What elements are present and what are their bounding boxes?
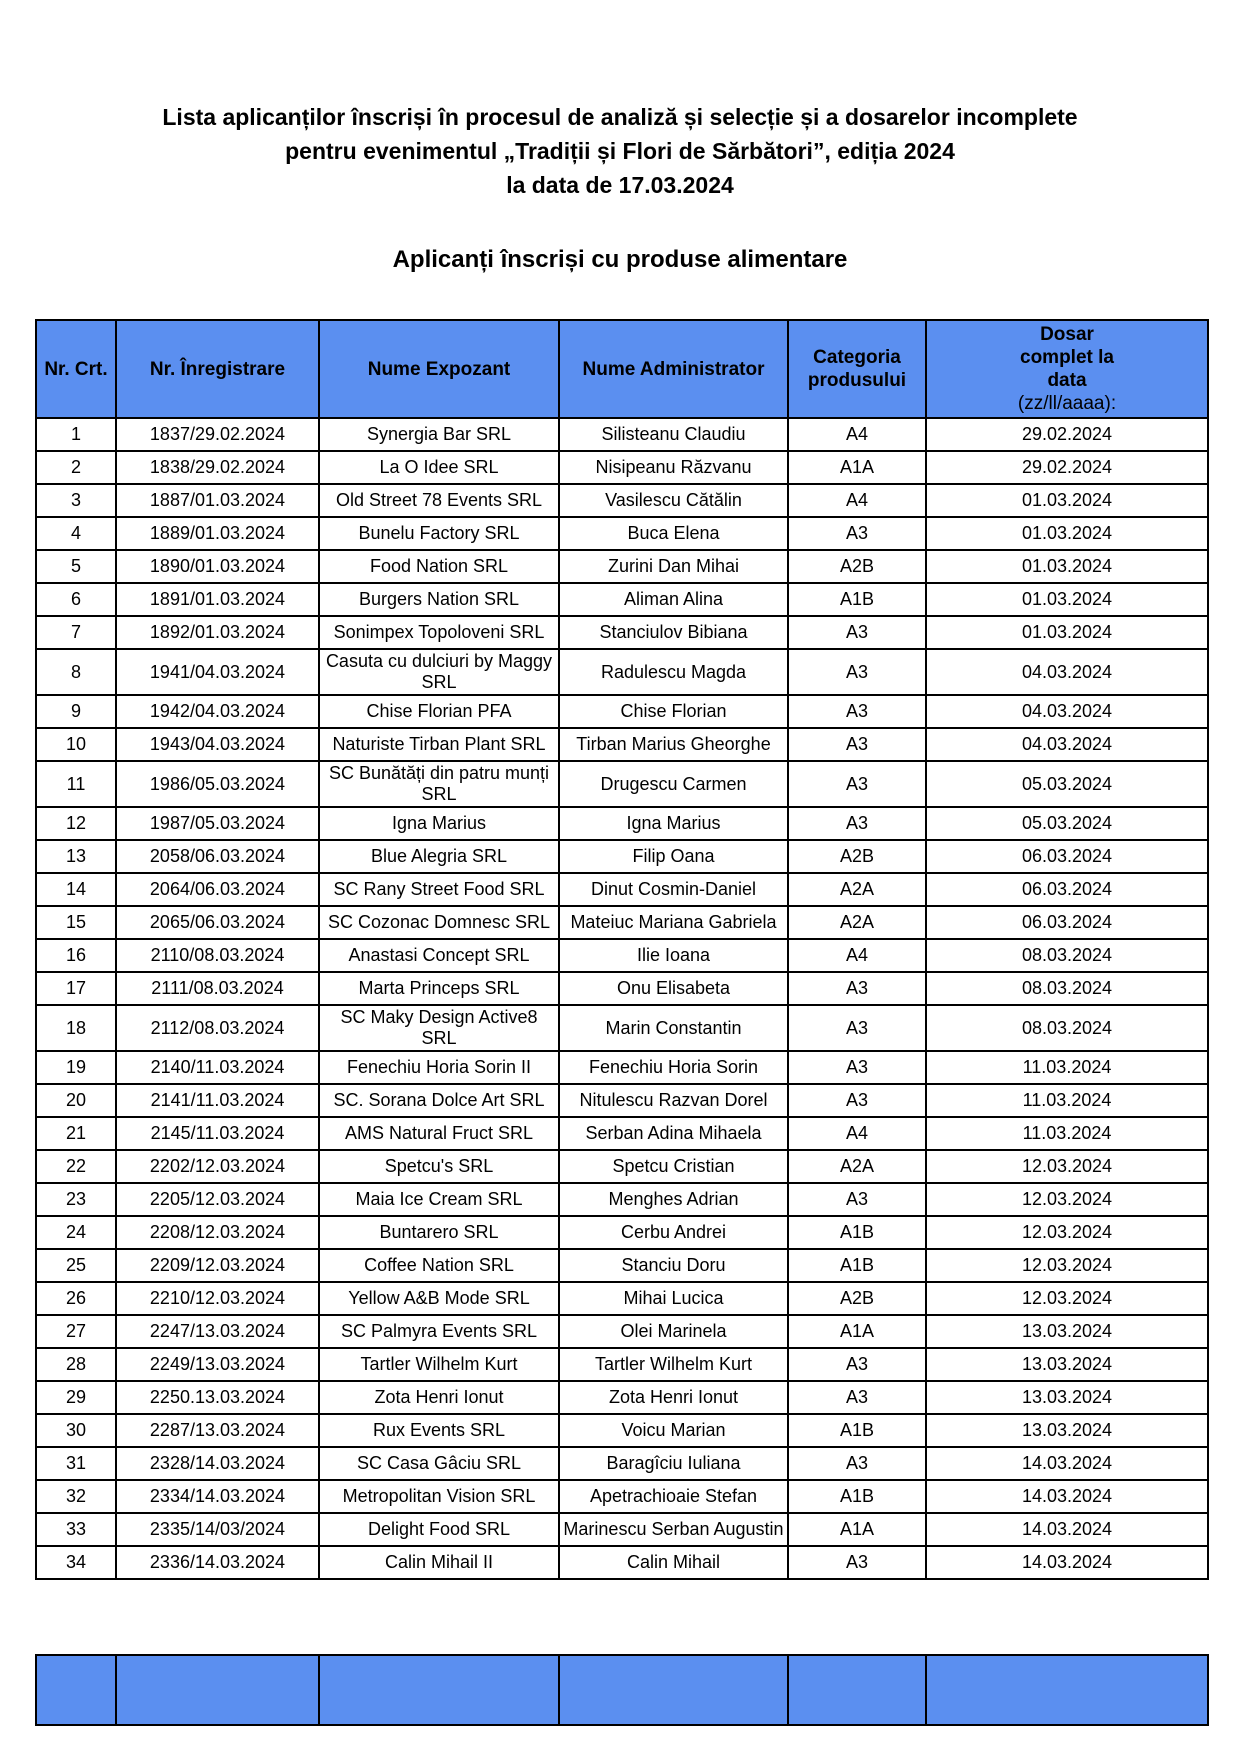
cell-expozant: Coffee Nation SRL [319, 1249, 559, 1282]
cell-expozant: Rux Events SRL [319, 1414, 559, 1447]
cell-nr: 5 [36, 550, 116, 583]
cell-expozant: Chise Florian PFA [319, 695, 559, 728]
cell-categoria: A3 [788, 649, 926, 695]
table-row [36, 1216, 1208, 1249]
table-body [36, 418, 1208, 1579]
cell-expozant: Bunelu Factory SRL [319, 517, 559, 550]
cell-dosar: 08.03.2024 [926, 972, 1208, 1005]
cell-expozant: Old Street 78 Events SRL [319, 484, 559, 517]
cell-administrator: Mihai Lucica [559, 1282, 788, 1315]
cell-administrator: Apetrachioaie Stefan [559, 1480, 788, 1513]
cell-administrator: Marin Constantin [559, 1005, 788, 1051]
cell-inregistrare: 2112/08.03.2024 [116, 1005, 319, 1051]
cell-nr: 31 [36, 1447, 116, 1480]
table-row [36, 616, 1208, 649]
table-row [36, 1282, 1208, 1315]
cell-administrator: Voicu Marian [559, 1414, 788, 1447]
table-row [36, 1513, 1208, 1546]
cell-categoria: A4 [788, 1117, 926, 1150]
cell-dosar: 12.03.2024 [926, 1249, 1208, 1282]
cell-dosar: 11.03.2024 [926, 1051, 1208, 1084]
cell-dosar: 08.03.2024 [926, 939, 1208, 972]
cell-inregistrare: 2110/08.03.2024 [116, 939, 319, 972]
cell-nr: 12 [36, 807, 116, 840]
cell-inregistrare: 2205/12.03.2024 [116, 1183, 319, 1216]
col-header-nume-expozant: Nume Expozant [319, 320, 559, 418]
cell-administrator: Radulescu Magda [559, 649, 788, 695]
cell-inregistrare: 2335/14/03/2024 [116, 1513, 319, 1546]
cell-categoria: A3 [788, 1546, 926, 1579]
cell-categoria: A3 [788, 728, 926, 761]
cell-nr: 24 [36, 1216, 116, 1249]
cell-inregistrare: 2202/12.03.2024 [116, 1150, 319, 1183]
cell-expozant: Metropolitan Vision SRL [319, 1480, 559, 1513]
table-row [36, 484, 1208, 517]
cell-inregistrare: 1943/04.03.2024 [116, 728, 319, 761]
cell-inregistrare: 1942/04.03.2024 [116, 695, 319, 728]
cell-nr: 25 [36, 1249, 116, 1282]
cell-nr: 29 [36, 1381, 116, 1414]
section-subtitle: Aplicanți înscriși cu produse alimentare [392, 246, 848, 273]
cell-inregistrare: 2145/11.03.2024 [116, 1117, 319, 1150]
cell-nr: 9 [36, 695, 116, 728]
cell-dosar: 08.03.2024 [926, 1005, 1208, 1051]
cell-nr: 18 [36, 1005, 116, 1051]
cell-inregistrare: 2250.13.03.2024 [116, 1381, 319, 1414]
cell-nr: 14 [36, 873, 116, 906]
cell-administrator: Igna Marius [559, 807, 788, 840]
cell-categoria: A1B [788, 1480, 926, 1513]
cell-inregistrare: 1890/01.03.2024 [116, 550, 319, 583]
cell-dosar: 04.03.2024 [926, 695, 1208, 728]
cell-categoria: A1B [788, 1249, 926, 1282]
cell-dosar: 01.03.2024 [926, 583, 1208, 616]
table-row [36, 761, 1208, 807]
cell-categoria: A1B [788, 1414, 926, 1447]
cell-inregistrare: 2140/11.03.2024 [116, 1051, 319, 1084]
cell-categoria: A3 [788, 695, 926, 728]
table-row [36, 1183, 1208, 1216]
cell-expozant: Blue Alegria SRL [319, 840, 559, 873]
cell-categoria: A1A [788, 1513, 926, 1546]
cell-administrator: Aliman Alina [559, 583, 788, 616]
cell-dosar: 05.03.2024 [926, 807, 1208, 840]
cell-expozant: SC Rany Street Food SRL [319, 873, 559, 906]
cell-categoria: A3 [788, 616, 926, 649]
cell-dosar: 05.03.2024 [926, 761, 1208, 807]
cell-nr: 22 [36, 1150, 116, 1183]
page-title-line-3: la data de 17.03.2024 [506, 172, 734, 198]
cell-nr: 7 [36, 616, 116, 649]
table-row [36, 728, 1208, 761]
cell-nr: 27 [36, 1315, 116, 1348]
dosar-header-line-1: Dosar [1040, 324, 1094, 345]
col-header-nume-administrator: Nume Administrator [559, 320, 788, 418]
next-strip-cell [788, 1655, 926, 1725]
cell-expozant: Marta Princeps SRL [319, 972, 559, 1005]
cell-expozant: Calin Mihail II [319, 1546, 559, 1579]
cell-administrator: Tartler Wilhelm Kurt [559, 1348, 788, 1381]
cell-administrator: Fenechiu Horia Sorin [559, 1051, 788, 1084]
cell-administrator: Nisipeanu Răzvanu [559, 451, 788, 484]
cell-dosar: 04.03.2024 [926, 728, 1208, 761]
cell-nr: 17 [36, 972, 116, 1005]
cell-nr: 26 [36, 1282, 116, 1315]
cell-dosar: 11.03.2024 [926, 1117, 1208, 1150]
page-title [0, 0, 1240, 202]
cell-expozant: Zota Henri Ionut [319, 1381, 559, 1414]
cell-administrator: Chise Florian [559, 695, 788, 728]
cell-categoria: A2A [788, 873, 926, 906]
table-row [36, 451, 1208, 484]
cell-inregistrare: 2287/13.03.2024 [116, 1414, 319, 1447]
cell-dosar: 01.03.2024 [926, 616, 1208, 649]
cell-nr: 20 [36, 1084, 116, 1117]
table-row [36, 1480, 1208, 1513]
cell-expozant: Anastasi Concept SRL [319, 939, 559, 972]
cell-nr: 21 [36, 1117, 116, 1150]
cell-nr: 3 [36, 484, 116, 517]
cell-administrator: Stanciulov Bibiana [559, 616, 788, 649]
cell-nr: 2 [36, 451, 116, 484]
cell-expozant: Burgers Nation SRL [319, 583, 559, 616]
next-table-header-strip [35, 1654, 1209, 1726]
cell-expozant: Casuta cu dulciuri by Maggy SRL [319, 649, 559, 695]
cell-dosar: 29.02.2024 [926, 451, 1208, 484]
page-title-line-1: Lista aplicanților înscriși în procesul de analiză și selecție și a dosarelor incomplete [162, 104, 1078, 130]
cell-administrator: Buca Elena [559, 517, 788, 550]
next-strip-cell [559, 1655, 788, 1725]
cell-nr: 6 [36, 583, 116, 616]
cell-expozant: Igna Marius [319, 807, 559, 840]
cell-inregistrare: 1986/05.03.2024 [116, 761, 319, 807]
cell-inregistrare: 2210/12.03.2024 [116, 1282, 319, 1315]
cell-categoria: A1A [788, 451, 926, 484]
cell-categoria: A1B [788, 1216, 926, 1249]
cell-categoria: A2A [788, 1150, 926, 1183]
cell-nr: 4 [36, 517, 116, 550]
cell-administrator: Silisteanu Claudiu [559, 418, 788, 451]
cell-expozant: SC Casa Gâciu SRL [319, 1447, 559, 1480]
cell-categoria: A3 [788, 517, 926, 550]
cell-expozant: Tartler Wilhelm Kurt [319, 1348, 559, 1381]
cell-expozant: Maia Ice Cream SRL [319, 1183, 559, 1216]
col-header-dosar-complet [926, 320, 1208, 418]
cell-dosar: 13.03.2024 [926, 1348, 1208, 1381]
table-row [36, 840, 1208, 873]
cell-expozant: Sonimpex Topoloveni SRL [319, 616, 559, 649]
cell-administrator: Zota Henri Ionut [559, 1381, 788, 1414]
table-row [36, 807, 1208, 840]
cell-categoria: A3 [788, 1051, 926, 1084]
table-row [36, 517, 1208, 550]
cell-dosar: 13.03.2024 [926, 1381, 1208, 1414]
cell-inregistrare: 1889/01.03.2024 [116, 517, 319, 550]
cell-categoria: A4 [788, 484, 926, 517]
cell-categoria: A1B [788, 583, 926, 616]
cell-administrator: Vasilescu Cătălin [559, 484, 788, 517]
next-strip-cell [319, 1655, 559, 1725]
cell-administrator: Serban Adina Mihaela [559, 1117, 788, 1150]
cell-dosar: 14.03.2024 [926, 1513, 1208, 1546]
applicants-table [35, 319, 1209, 1580]
cell-dosar: 14.03.2024 [926, 1447, 1208, 1480]
cell-categoria: A3 [788, 1447, 926, 1480]
cell-categoria: A3 [788, 807, 926, 840]
table-row [36, 873, 1208, 906]
table-row [36, 906, 1208, 939]
cell-expozant: Fenechiu Horia Sorin II [319, 1051, 559, 1084]
cell-nr: 32 [36, 1480, 116, 1513]
cell-dosar: 12.03.2024 [926, 1150, 1208, 1183]
cell-inregistrare: 2141/11.03.2024 [116, 1084, 319, 1117]
cell-dosar: 01.03.2024 [926, 484, 1208, 517]
table-row [36, 418, 1208, 451]
cell-nr: 15 [36, 906, 116, 939]
table-row [36, 1005, 1208, 1051]
cell-inregistrare: 1941/04.03.2024 [116, 649, 319, 695]
cell-nr: 30 [36, 1414, 116, 1447]
next-strip-cell [116, 1655, 319, 1725]
cell-categoria: A3 [788, 972, 926, 1005]
cell-expozant: Delight Food SRL [319, 1513, 559, 1546]
cell-categoria: A3 [788, 1348, 926, 1381]
cell-dosar: 12.03.2024 [926, 1216, 1208, 1249]
table-row [36, 1249, 1208, 1282]
cell-categoria: A4 [788, 418, 926, 451]
cell-nr: 1 [36, 418, 116, 451]
cell-categoria: A3 [788, 1183, 926, 1216]
table-row [36, 972, 1208, 1005]
cell-categoria: A2B [788, 1282, 926, 1315]
table-row [36, 1117, 1208, 1150]
cell-inregistrare: 2064/06.03.2024 [116, 873, 319, 906]
cell-categoria: A3 [788, 1084, 926, 1117]
col-header-nr-crt: Nr. Crt. [36, 320, 116, 418]
cell-categoria: A4 [788, 939, 926, 972]
cell-dosar: 29.02.2024 [926, 418, 1208, 451]
table-row [36, 1546, 1208, 1579]
next-strip-cell [36, 1655, 116, 1725]
cell-expozant: Buntarero SRL [319, 1216, 559, 1249]
cell-nr: 28 [36, 1348, 116, 1381]
cell-nr: 33 [36, 1513, 116, 1546]
dosar-header-line-3: data [1047, 370, 1087, 391]
cell-inregistrare: 1838/29.02.2024 [116, 451, 319, 484]
cell-administrator: Tirban Marius Gheorghe [559, 728, 788, 761]
cell-dosar: 06.03.2024 [926, 840, 1208, 873]
table-header-row [36, 320, 1208, 418]
cell-administrator: Dinut Cosmin-Daniel [559, 873, 788, 906]
cell-dosar: 11.03.2024 [926, 1084, 1208, 1117]
cell-inregistrare: 1837/29.02.2024 [116, 418, 319, 451]
cell-inregistrare: 1887/01.03.2024 [116, 484, 319, 517]
cell-administrator: Stanciu Doru [559, 1249, 788, 1282]
cell-inregistrare: 2336/14.03.2024 [116, 1546, 319, 1579]
cell-dosar: 12.03.2024 [926, 1282, 1208, 1315]
cell-expozant: Yellow A&B Mode SRL [319, 1282, 559, 1315]
cell-categoria: A3 [788, 1381, 926, 1414]
cell-administrator: Drugescu Carmen [559, 761, 788, 807]
table-row [36, 1447, 1208, 1480]
cell-expozant: SC. Sorana Dolce Art SRL [319, 1084, 559, 1117]
cell-administrator: Spetcu Cristian [559, 1150, 788, 1183]
cell-expozant: SC Cozonac Domnesc SRL [319, 906, 559, 939]
cell-inregistrare: 1987/05.03.2024 [116, 807, 319, 840]
cell-inregistrare: 2208/12.03.2024 [116, 1216, 319, 1249]
table-row [36, 1381, 1208, 1414]
next-strip-cell [926, 1655, 1208, 1725]
cell-categoria: A1A [788, 1315, 926, 1348]
cell-dosar: 06.03.2024 [926, 906, 1208, 939]
cell-inregistrare: 2065/06.03.2024 [116, 906, 319, 939]
cell-dosar: 14.03.2024 [926, 1546, 1208, 1579]
cell-dosar: 13.03.2024 [926, 1315, 1208, 1348]
table-row [36, 1414, 1208, 1447]
cell-categoria: A2B [788, 840, 926, 873]
cell-nr: 8 [36, 649, 116, 695]
table-row [36, 649, 1208, 695]
cell-administrator: Zurini Dan Mihai [559, 550, 788, 583]
cell-inregistrare: 2209/12.03.2024 [116, 1249, 319, 1282]
cell-nr: 34 [36, 1546, 116, 1579]
cell-expozant: SC Maky Design Active8 SRL [319, 1005, 559, 1051]
table-row [36, 1084, 1208, 1117]
cell-inregistrare: 2249/13.03.2024 [116, 1348, 319, 1381]
cell-dosar: 06.03.2024 [926, 873, 1208, 906]
cell-dosar: 01.03.2024 [926, 550, 1208, 583]
table-row [36, 550, 1208, 583]
cell-expozant: La O Idee SRL [319, 451, 559, 484]
cell-inregistrare: 2334/14.03.2024 [116, 1480, 319, 1513]
cell-administrator: Menghes Adrian [559, 1183, 788, 1216]
cell-categoria: A2A [788, 906, 926, 939]
cell-administrator: Filip Oana [559, 840, 788, 873]
dosar-header-format-hint: (zz/ll/aaaa): [1017, 393, 1117, 414]
cell-inregistrare: 2058/06.03.2024 [116, 840, 319, 873]
cell-administrator: Baragîciu Iuliana [559, 1447, 788, 1480]
col-header-nr-inregistrare: Nr. Înregistrare [116, 320, 319, 418]
cell-administrator: Cerbu Andrei [559, 1216, 788, 1249]
cell-administrator: Onu Elisabeta [559, 972, 788, 1005]
cell-administrator: Nitulescu Razvan Dorel [559, 1084, 788, 1117]
cell-nr: 13 [36, 840, 116, 873]
cell-expozant: Spetcu's SRL [319, 1150, 559, 1183]
table-row [36, 583, 1208, 616]
cell-administrator: Olei Marinela [559, 1315, 788, 1348]
cell-administrator: Ilie Ioana [559, 939, 788, 972]
cell-nr: 11 [36, 761, 116, 807]
cell-expozant: Naturiste Tirban Plant SRL [319, 728, 559, 761]
cell-categoria: A3 [788, 761, 926, 807]
next-table-header-row [36, 1655, 1208, 1725]
cell-categoria: A3 [788, 1005, 926, 1051]
cell-inregistrare: 2247/13.03.2024 [116, 1315, 319, 1348]
table-row [36, 1051, 1208, 1084]
cell-dosar: 04.03.2024 [926, 649, 1208, 695]
cell-administrator: Marinescu Serban Augustin [559, 1513, 788, 1546]
cell-inregistrare: 2111/08.03.2024 [116, 972, 319, 1005]
table-row [36, 695, 1208, 728]
cell-administrator: Calin Mihail [559, 1546, 788, 1579]
cell-inregistrare: 1892/01.03.2024 [116, 616, 319, 649]
cell-inregistrare: 1891/01.03.2024 [116, 583, 319, 616]
cell-dosar: 01.03.2024 [926, 517, 1208, 550]
table-row [36, 1315, 1208, 1348]
table-header [36, 320, 1208, 418]
cell-administrator: Mateiuc Mariana Gabriela [559, 906, 788, 939]
cell-nr: 16 [36, 939, 116, 972]
cell-expozant: SC Bunătăți din patru munți SRL [319, 761, 559, 807]
cell-expozant: SC Palmyra Events SRL [319, 1315, 559, 1348]
cell-dosar: 13.03.2024 [926, 1414, 1208, 1447]
cell-nr: 23 [36, 1183, 116, 1216]
table-row [36, 1150, 1208, 1183]
cell-dosar: 14.03.2024 [926, 1480, 1208, 1513]
cell-nr: 19 [36, 1051, 116, 1084]
cell-inregistrare: 2328/14.03.2024 [116, 1447, 319, 1480]
table-row [36, 939, 1208, 972]
cell-dosar: 12.03.2024 [926, 1183, 1208, 1216]
page-title-line-2: pentru evenimentul „Tradiții și Flori de Sărbători”, ediția 2024 [285, 138, 955, 164]
cell-expozant: AMS Natural Fruct SRL [319, 1117, 559, 1150]
dosar-header-line-2: complet la [1020, 347, 1114, 368]
cell-expozant: Food Nation SRL [319, 550, 559, 583]
col-header-categoria-produsului: Categoria produsului [788, 320, 926, 418]
cell-expozant: Synergia Bar SRL [319, 418, 559, 451]
cell-categoria: A2B [788, 550, 926, 583]
table-row [36, 1348, 1208, 1381]
cell-nr: 10 [36, 728, 116, 761]
